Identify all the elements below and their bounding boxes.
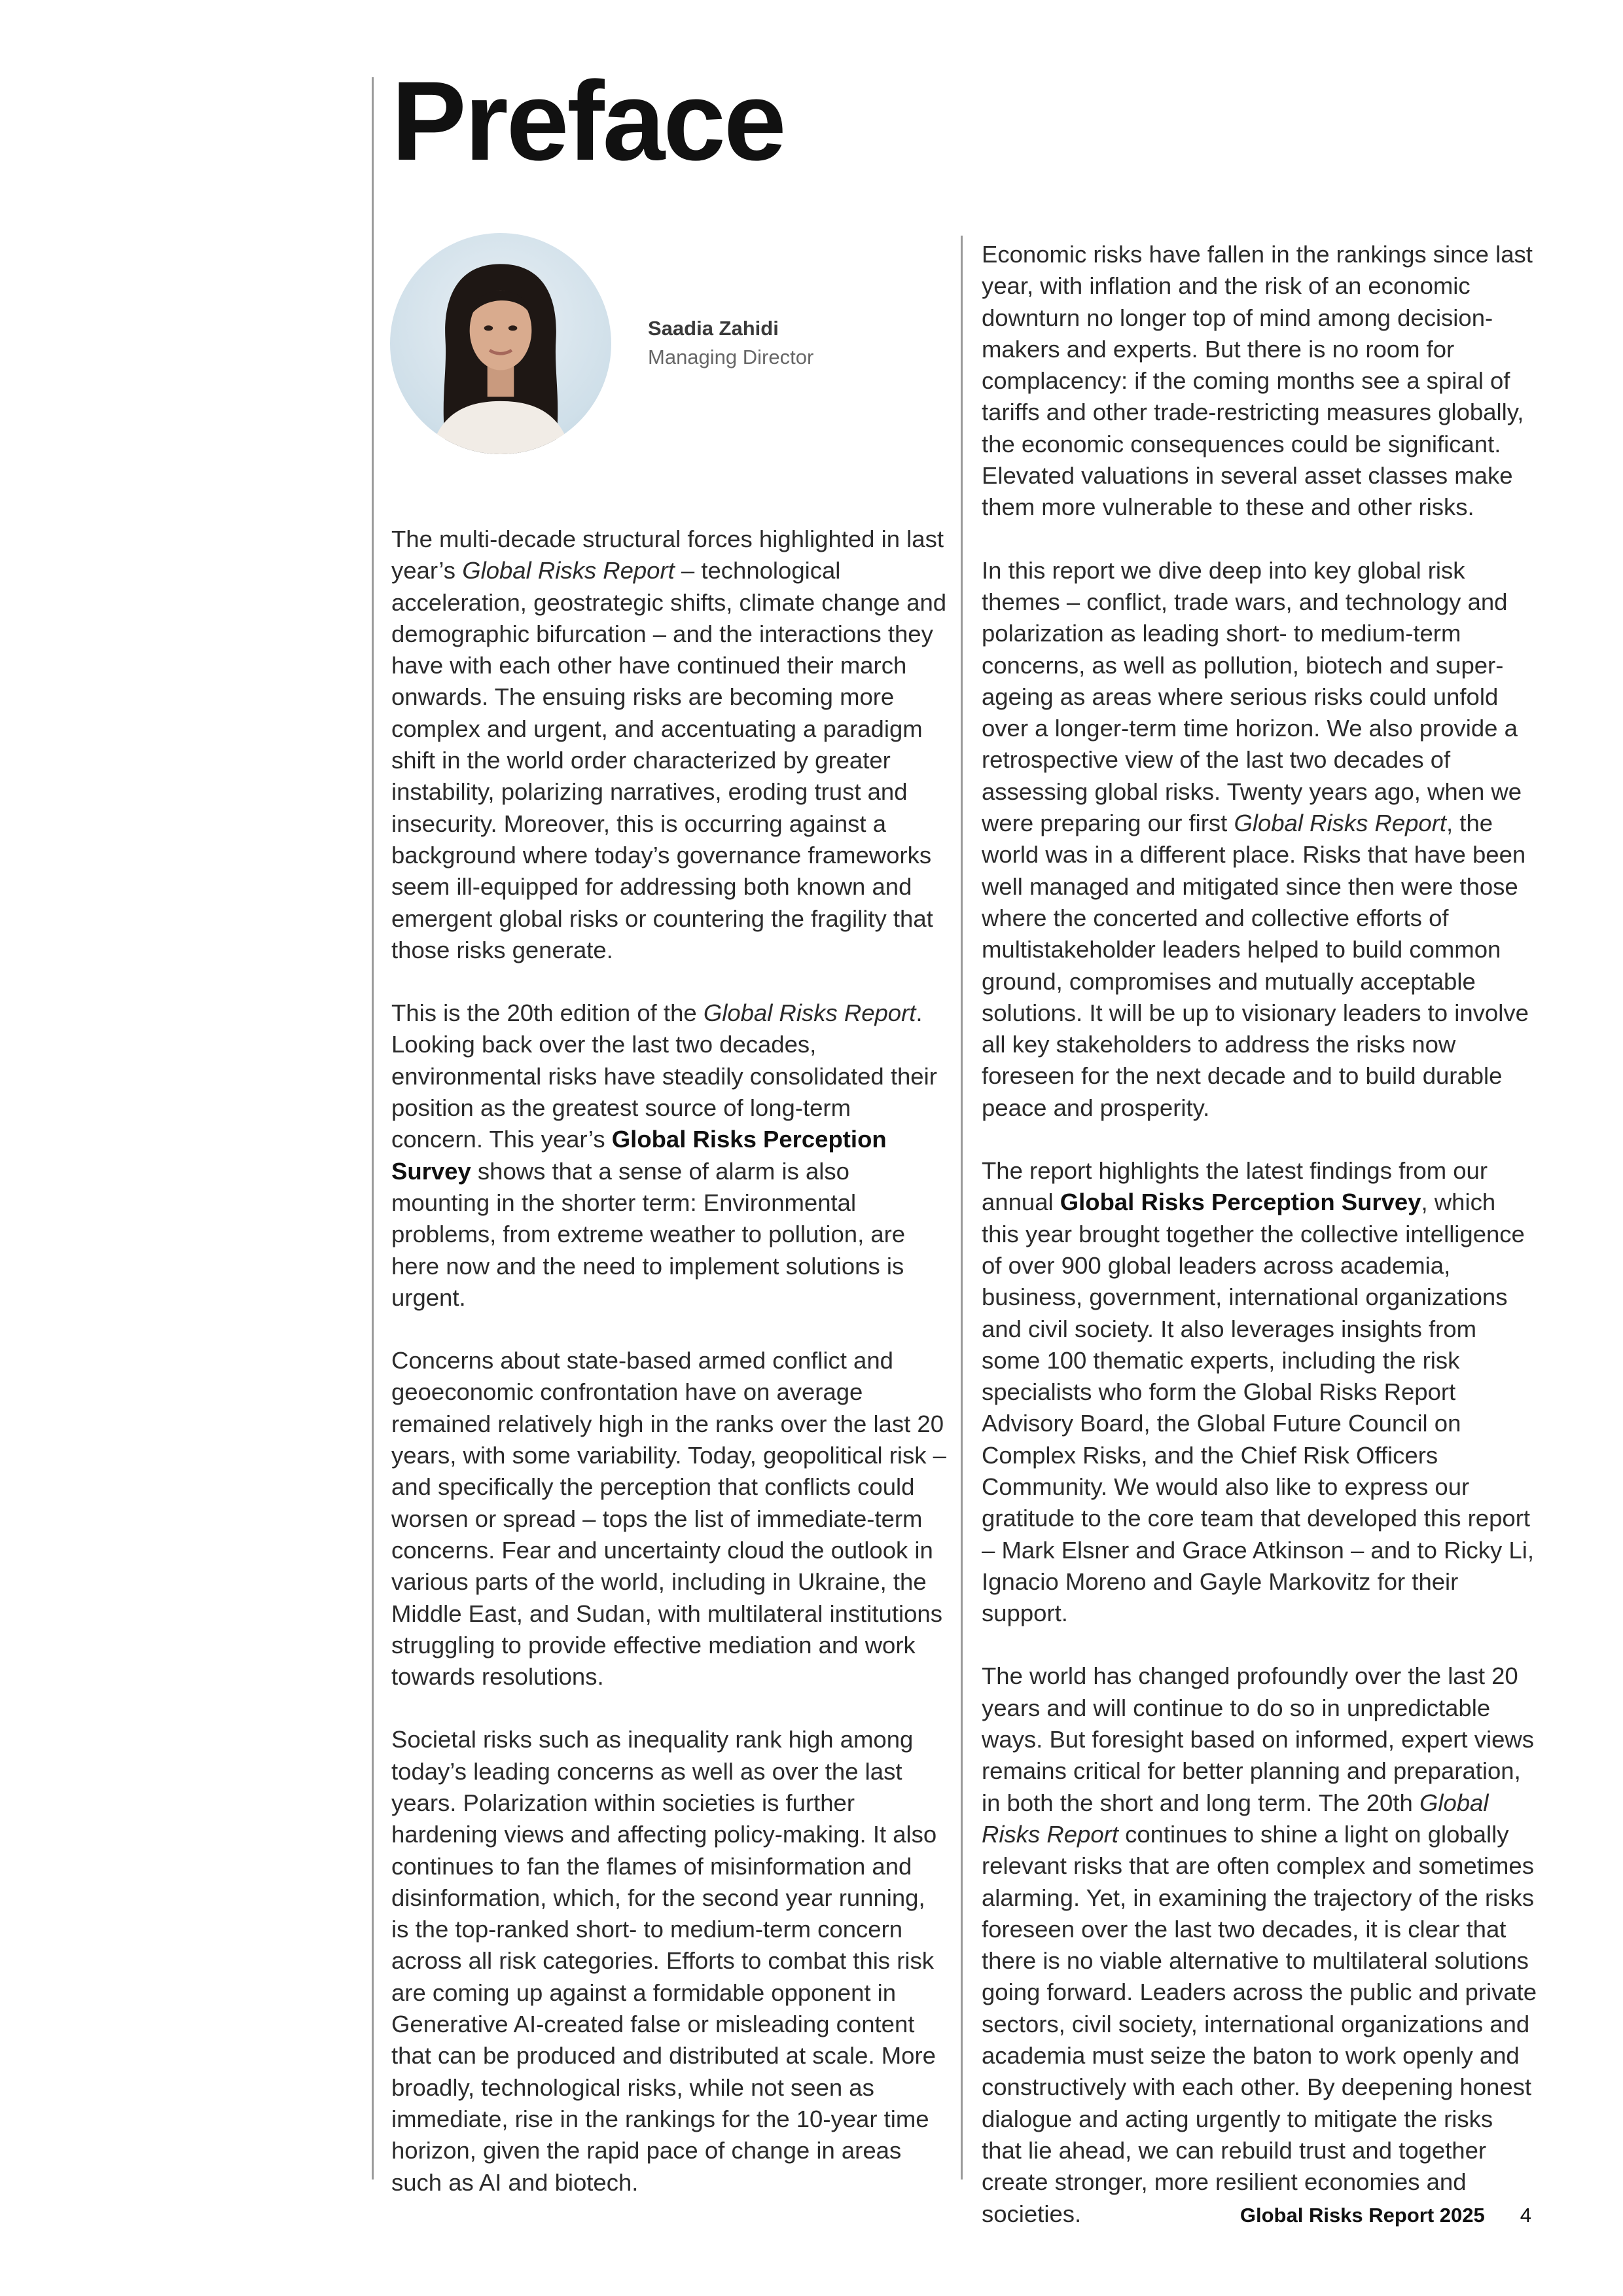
author-block <box>648 314 813 372</box>
footer-report-title: Global Risks Report 2025 <box>1240 2204 1485 2227</box>
report-title-italic: Global Risks Report <box>703 999 916 1027</box>
author-role: Managing Director <box>648 346 814 368</box>
paragraph: Societal risks such as inequality rank high among today’s leading concerns as well as over the last years. Polarization within societies is further hardening views and affecting policy-making. It also continues to fan the flames of misinformation and disinformation, which, for the second year running, is the top-ranked short- to medium-term concern across all risk categories. Efforts to combat this risk are coming up against a formidable opponent in Generative AI-created false or misleading content that can be produced and distributed at scale. More broadly, technological risks, while not seen as immediate, rise in the rankings for the 10-year time horizon, given the rapid pace of change in areas such as AI and biotech. <box>391 1726 937 2196</box>
text-run: The world has changed profoundly over the last 20 years and will continue to do so in unpredictable ways. But foresight based on informed, expert views remains critical for better planning and preparation, in both the short and long term. The 20th <box>982 1662 1534 1816</box>
text-run: continues to shine a light on globally relevant risks that are often complex and sometimes alarming. Yet, in examining the trajectory of the risks foreseen over the last two decades, it is clear that there is no viable alternative to multilateral solutions going forward. Leaders across the public and private sectors, civil society, international organizations and academia must seize the baton to work openly and constructively with each other. By deepening honest dialogue and acting urgently to mitigate the risks that lie ahead, we can rebuild trust and together create stronger, more resilient economies and societies. <box>982 1820 1537 2227</box>
left-column <box>391 524 948 2230</box>
paragraph <box>982 1660 1538 2229</box>
page-title: Preface <box>391 58 785 184</box>
paragraph: Economic risks have fallen in the rankings since last year, with inflation and the risk of an economic downturn no longer top of mind among decision-makers and experts. But there is no room for complacency: if the coming months see a spiral of tariffs and other trade-restricting measures globally, the economic consequences could be significant. Elevated valuations in several asset classes make them more vulnerable to these and other risks. <box>982 241 1533 521</box>
text-run: This is the 20th edition of the <box>391 999 704 1027</box>
paragraph <box>391 997 948 1314</box>
text-run: , the world was in a different place. Risks that have been well managed and mitigated since then were those where the concerted and collective efforts of multistakeholder leaders helped to build common ground, compromises and mutually acceptable solutions. It will be up to visionary leaders to involve all key stakeholders to address the risks now foreseen for the next decade and to build durable peace and prosperity. <box>982 810 1529 1121</box>
text-run: , which this year brought together the collective intelligence of over 900 global leaders across academia, business, government, international organizations and civil society. It also leverages insights from some 100 thematic experts, including the risk specialists who form the Global Risks Report Advisory Board, the Global Future Council on Complex Risks, and the Chief Risk Officers Community. We would also like to express our gratitude to the core team that developed this report – Mark Elsner and Grace Atkinson – and to Ricky Li, Ignacio Moreno and Gayle Markovitz for their support. <box>982 1189 1534 1627</box>
text-run: In this report we dive deep into key global risk themes – conflict, trade wars, and technology and polarization as leading short- to medium-term concerns, as well as pollution, biotech and super-ageing as areas where serious risks could unfold over a longer-term time horizon. We also provide a retrospective view of the last two decades of assessing global risks. Twenty years ago, when we were preparing our first <box>982 556 1522 837</box>
text-run: shows that a sense of alarm is also mounting in the shorter term: Environmental problems, from extreme weather to pollution, are here now and the need to implement solutions is urgent. <box>391 1157 906 1311</box>
right-column <box>982 239 1538 2261</box>
report-title-italic: Global Risks Report <box>462 557 675 584</box>
author-portrait <box>390 233 611 454</box>
text-run: . Looking back over the last two decades, environmental risks have steadily consolidated their position as the greatest source of long-term concern. This year’s <box>391 999 937 1153</box>
page-footer <box>0 2204 1531 2227</box>
text-run: The report highlights the latest findings from our annual <box>982 1157 1488 1216</box>
column-divider-rule <box>961 236 963 2179</box>
text-run: The multi-decade structural forces highlighted in last year’s <box>391 526 944 584</box>
author-name: Saadia Zahidi <box>648 317 779 340</box>
survey-name-bold: Global Risks Perception Survey <box>391 1126 887 1185</box>
paragraph <box>391 524 948 966</box>
text-run: – technological acceleration, geostrategic shifts, climate change and demographic bifurcation – and the interactions they have with each other have continued their march onwards. The ensuing risks are becoming more complex and urgent, and accentuating a paradigm shift in the world order characterized by greater instability, polarizing narratives, eroding trust and insecurity. Moreover, this is occurring against a background where today’s governance frameworks seem ill-equipped for addressing both known and emergent global risks or countering the fragility that those risks generate. <box>391 557 947 963</box>
paragraph <box>982 555 1538 1124</box>
paragraph <box>982 1155 1538 1629</box>
report-title-italic: Global Risks Report <box>982 1789 1489 1848</box>
survey-name-bold: Global Risks Perception Survey <box>1060 1189 1421 1216</box>
page-number: 4 <box>1520 2204 1531 2227</box>
portrait-illustration <box>390 233 611 454</box>
paragraph: Concerns about state-based armed conflict and geoeconomic confrontation have on average remained relatively high in the ranks over the last 20 years, with some variability. Today, geopolitical risk – and specifically the perception that conflicts could worsen or spread – tops the list of immediate-term concerns. Fear and uncertainty cloud the outlook in various parts of the world, including in Ukraine, the Middle East, and Sudan, with multilateral institutions struggling to provide effective mediation and work towards resolutions. <box>391 1347 946 1691</box>
report-title-italic: Global Risks Report <box>1234 810 1447 837</box>
left-vertical-rule <box>372 77 374 2179</box>
